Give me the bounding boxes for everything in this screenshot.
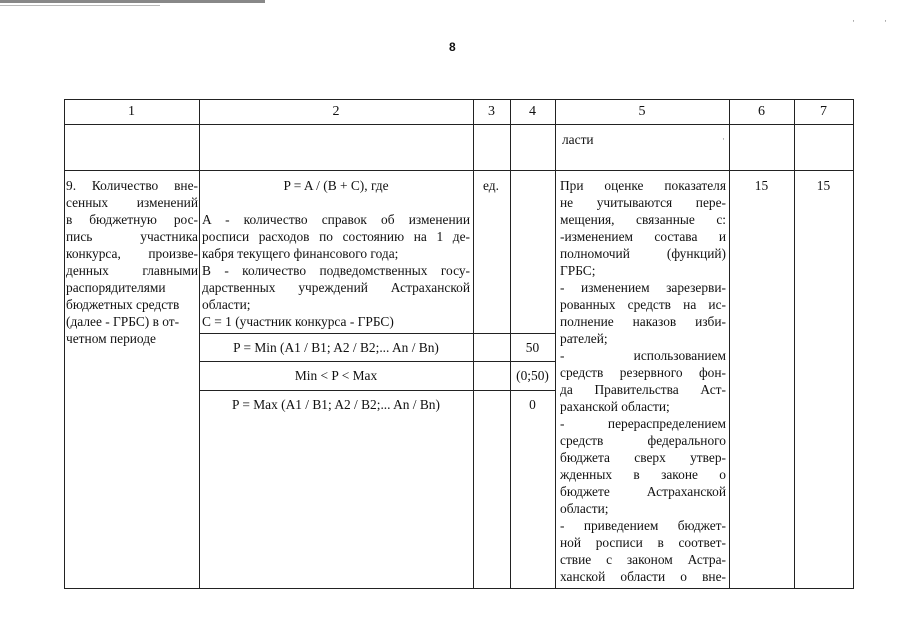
note-line: бюджета сверх утвер- <box>560 450 726 465</box>
note-line: жденных в законе о <box>560 467 726 482</box>
definition-line: кабря текущего финансового года; <box>202 246 399 261</box>
header-col-2: 2 <box>332 104 340 119</box>
table-row-divider <box>64 170 854 171</box>
note-line: - изменением зарезерви- <box>560 280 726 295</box>
scan-speck: · <box>884 16 887 26</box>
note-line: При оценке показателя <box>560 178 726 193</box>
criterion-name-line: бюджетных средств <box>66 297 180 312</box>
score-points-between: (0;50) <box>516 368 549 383</box>
criterion-name <box>66 177 198 347</box>
table-border-bottom <box>64 588 854 589</box>
scan-artifact-line-2 <box>0 5 160 6</box>
note-line: ствие с законом Астра- <box>560 552 726 567</box>
header-col-6: 6 <box>758 104 765 119</box>
note-line: ханской области о вне- <box>560 569 726 584</box>
note-line: рованных средств на ис- <box>560 297 726 312</box>
criterion-name-line: распорядителями <box>66 280 166 295</box>
definition-line: C = 1 (участник конкурса - ГРБС) <box>202 314 394 329</box>
criterion-unit: ед. <box>483 178 499 193</box>
criterion-name-line: в бюджетную рос- <box>66 212 198 227</box>
scan-speck: · <box>852 16 855 26</box>
definition-line: росписи расходов по состоянию на 1 де- <box>202 229 470 244</box>
col-border <box>729 99 730 589</box>
criterion-name-line: пись участника <box>66 229 198 244</box>
col-border <box>794 99 795 589</box>
note-line: - перераспределением <box>560 416 726 431</box>
col-border <box>853 99 854 589</box>
score-row-divider <box>199 333 555 334</box>
note-line: области; <box>560 501 609 516</box>
score-points-max: 0 <box>529 397 536 412</box>
score-condition-min: P = Min (A1 / B1; A2 / B2;... An / Bn) <box>233 340 439 355</box>
note-line: -изменением состава и <box>560 229 726 244</box>
header-col-1: 1 <box>128 104 135 119</box>
note-line: рателей; <box>560 331 608 346</box>
score-row-divider <box>199 390 555 391</box>
header-col-3: 3 <box>488 104 495 119</box>
note-line: средств федерального <box>560 433 726 448</box>
score-points-min: 50 <box>525 340 540 355</box>
definition-line: дарственных учреждений Астраханской <box>202 280 470 295</box>
table-header-bottom <box>64 124 854 125</box>
note-line: да Правительства Аст- <box>560 382 726 397</box>
header-col-4: 4 <box>529 104 536 119</box>
criterion-name-line: конкурса, произве- <box>66 246 198 261</box>
continuation-text: ласти <box>562 132 594 147</box>
note-line: бюджете Астраханской <box>560 484 726 499</box>
criterion-formula: P = A / (B + C), где <box>283 178 389 193</box>
note-line: мещения, связанные с: <box>560 212 726 227</box>
definition-line: A - количество справок об изменении <box>202 212 470 227</box>
col-border <box>555 99 556 589</box>
col-border <box>473 99 474 589</box>
scan-artifact-line <box>0 0 265 3</box>
criterion-name-line: 9. Количество вне- <box>66 178 198 193</box>
criterion-name-line: четном периоде <box>66 331 156 346</box>
note-line: - приведением бюджет- <box>560 518 726 533</box>
header-col-5: 5 <box>638 104 646 119</box>
note-line: полнение наказов изби- <box>560 314 726 329</box>
criterion-notes <box>560 177 726 585</box>
score-condition-between: Min < P < Max <box>294 368 378 383</box>
note-line: не учитываются пере- <box>560 195 726 210</box>
criterion-name-line: денных главными <box>66 263 198 278</box>
definition-line: B - количество подведомственных госу- <box>202 263 470 278</box>
note-line: ГРБС; <box>560 263 596 278</box>
criterion-name-line: сенных изменений <box>66 195 198 210</box>
formula-definitions <box>202 211 470 330</box>
scan-speck: · <box>722 134 725 144</box>
header-col-7: 7 <box>820 104 827 119</box>
criterion-col7-value: 15 <box>816 178 831 193</box>
note-line: - использованием <box>560 348 726 363</box>
col-border <box>64 99 65 589</box>
note-line: раханской области; <box>560 399 670 414</box>
score-condition-max: P = Max (A1 / B1; A2 / B2;... An / Bn) <box>232 397 440 412</box>
criterion-name-line: (далее - ГРБС) в от- <box>66 314 180 329</box>
note-line: полномочий (функций) <box>560 246 726 261</box>
note-line: средств резервного фон- <box>560 365 726 380</box>
page-number: 8 <box>449 40 456 54</box>
score-row-divider <box>199 361 555 362</box>
note-line: ной росписи в соответ- <box>560 535 726 550</box>
definition-line: области; <box>202 297 251 312</box>
criterion-col6-value: 15 <box>754 178 769 193</box>
